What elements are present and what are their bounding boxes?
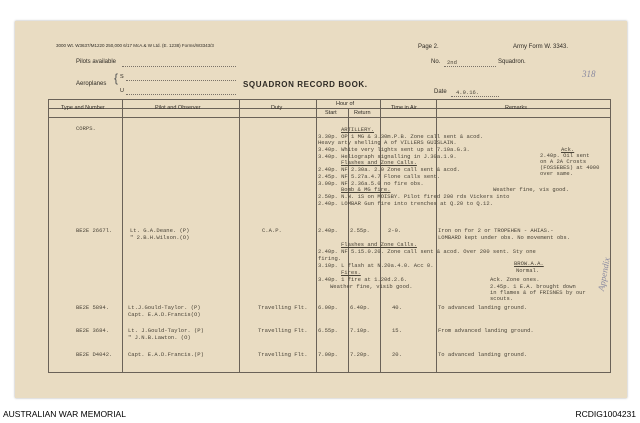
remarks-right-line: on A 2A Crosts — [540, 158, 587, 165]
army-form-label: Army Form W. 3343. — [513, 44, 569, 50]
col-divider-type — [122, 99, 123, 372]
col-divider-pilot — [239, 99, 240, 372]
row-start: 7.00p. — [318, 351, 338, 358]
remarks-line: To advanced landing ground. — [438, 351, 528, 358]
footer-record-id: RCDIG1004231 — [575, 409, 636, 419]
row-type: BE2E D4042. — [76, 351, 113, 358]
remarks-line: 2.45p. NF 5.27a.4.7 Flone calls sent. — [318, 173, 441, 180]
row-pilot: Lt. J.Gould-Taylor. (P) — [128, 327, 204, 334]
header-type: Type and Number — [61, 105, 105, 111]
header-time-in-air: Time in Air — [391, 105, 417, 111]
row-type: BE2E 2667l. — [76, 227, 113, 234]
row-duty: Travelling Flt. — [258, 351, 308, 358]
row-return: 7.20p. — [350, 351, 370, 358]
remarks-right-line: (FOSSEBES) at 4000 — [540, 164, 600, 171]
remarks-right-line: 2.45p. 1 E.A. brought down — [490, 283, 576, 290]
row-duty: Travelling Flt. — [258, 327, 308, 334]
header-remarks: Remarks — [505, 105, 528, 111]
row-pilot: Capt. E.A.D.Francis.(P) — [128, 351, 204, 358]
remarks-line: 3.40p. Heliograph signalling in J.30a.1.9. — [318, 153, 457, 160]
remarks-right-line: BROW.A.A. — [514, 260, 544, 267]
row-start: 2.40p. — [318, 227, 338, 234]
table-top-rule — [48, 99, 611, 100]
header-hour-of: Hour of — [336, 101, 355, 107]
aeroplanes-s-label: S — [120, 74, 124, 80]
row-time-in-air: 40. — [392, 304, 402, 311]
row-start: 6.55p. — [318, 327, 338, 334]
row-duty: C.A.P. — [262, 227, 282, 234]
header-pilot: Pilot and Observer — [155, 105, 201, 111]
remarks-line: 2.40p. NF 2.30a. 2.0 Zone call sent & acod. — [318, 166, 460, 173]
remarks-line: 2.40p. NF 5.15.0.20. Zone call sent & acod. Over 200 sent. Sty one — [318, 248, 536, 255]
remarks-right-line: 2.40p. Oil sent — [540, 152, 590, 159]
pilots-available-line — [122, 66, 236, 67]
remarks-line: Bomb & MG fire. — [341, 186, 391, 193]
remarks-line: 3.10p. L flash at N.20a.4.0. Acc 0. — [318, 262, 434, 269]
aeroplanes-s-line — [126, 80, 236, 81]
page-number: Page 2. — [418, 44, 439, 50]
remarks-line: From advanced landing ground. — [438, 327, 534, 334]
aeroplanes-u-line — [126, 94, 236, 95]
remarks-right-line: scouts. — [490, 295, 514, 302]
remarks-right-line: over same. — [540, 170, 574, 177]
squadron-no-label: No. — [431, 59, 441, 65]
row-start: 6.00p. — [318, 304, 338, 311]
remarks-line: Iron on for 2 or TROPEHEN - AHIAS.- — [438, 227, 554, 234]
footer-institution: AUSTRALIAN WAR MEMORIAL — [3, 409, 126, 419]
remarks-right-line: Ack. — [561, 146, 575, 153]
header-duty: Duty — [271, 105, 283, 111]
remarks-line: Heavy arty shelling A of VILLERS GUISLAIN. — [318, 139, 457, 146]
table-bottom-rule — [48, 372, 611, 373]
remarks-line: Weather fine, visib good. — [330, 283, 413, 290]
col-divider-right — [610, 99, 611, 372]
remarks-right-line: Ack. Zone ones. — [490, 276, 540, 283]
row-time-in-air: 2-0. — [388, 227, 402, 234]
remarks-line: 2.50p. N.W. 1S on MOISBY. Pilot fired 200 rds Vickers into — [318, 193, 510, 200]
squadron-no-line — [444, 66, 496, 67]
aeroplanes-brace: { — [114, 71, 119, 85]
remarks-line: 3.00p. NF 2.36a.5.0 no fire obs. — [318, 180, 424, 187]
date-line — [451, 96, 499, 97]
header-start: Start — [325, 110, 337, 116]
row-pilot: Lt.J.Gould-Taylor. (P) — [128, 304, 201, 311]
remarks-line: firing. — [318, 255, 342, 262]
remarks-line: Flashes and Zone Calls. — [341, 241, 417, 248]
aeroplanes-label: Aeroplanes — [76, 81, 107, 87]
row-type: CORPS. — [76, 125, 96, 132]
header-return: Return — [354, 110, 371, 116]
pilots-available-label: Pilots available — [76, 59, 117, 65]
row-observer: " 2.B.H.Wilson.(O) — [130, 234, 190, 241]
date-label: Date — [434, 89, 447, 95]
squadron-word: Squadron. — [498, 59, 526, 65]
remarks-line: To advanced landing ground. — [438, 304, 528, 311]
pencil-folio: 318 — [582, 69, 596, 79]
table-header-bottom-rule — [48, 117, 611, 118]
remarks-right-line: Normal. — [516, 267, 540, 274]
row-time-in-air: 15. — [392, 327, 402, 334]
row-return: 6.40p. — [350, 304, 370, 311]
row-pilot: Lt. G.A.Deane. (P) — [130, 227, 190, 234]
row-duty: Travelling Flt. — [258, 304, 308, 311]
remarks-line: 2.40p. LOMBAR Gun fire into trenches at Q.20 to Q.12. — [318, 200, 493, 207]
remarks-line: Flashes and Zone Calls. — [341, 159, 417, 166]
row-type: BE2E 3684. — [76, 327, 110, 334]
remarks-line: Fires. — [341, 269, 361, 276]
remarks-line: LOMBARD kept under obs. No movement obs. — [438, 234, 571, 241]
date-value: 4.9.16. — [456, 89, 480, 96]
remarks-line: 3.40p. White very lights sent up at 7.10a.G.3. — [318, 146, 470, 153]
row-return: 7.10p. — [350, 327, 370, 334]
printer-line: 3000 Wt. W3637/M1220 250,000 6/17 McA.& W Ltd. (E. 1238) Forms/W3343/3 — [56, 43, 214, 48]
remarks-line: 3.30p. OP 1 MG & 3.30m.P.B. Zone call sent & acod. — [318, 133, 484, 140]
remarks-right-line: in flames & of FRISNES by our — [490, 289, 586, 296]
row-observer: Capt. E.A.D.Francis(O) — [128, 311, 201, 318]
row-type: BE2E 5894. — [76, 304, 110, 311]
aeroplanes-u-label: U — [120, 88, 124, 94]
col-divider-left — [48, 99, 49, 372]
document-title: SQUADRON RECORD BOOK. — [243, 80, 368, 89]
row-time-in-air: 20. — [392, 351, 402, 358]
row-return: 2.55p. — [350, 227, 370, 234]
col-divider-duty — [316, 99, 317, 372]
row-observer: " J.N.B.Lawton. (O) — [128, 334, 191, 341]
appendix-annotation: Appendix — [596, 256, 612, 292]
squadron-no-value: 2nd — [447, 59, 457, 66]
remarks-line: 3.40p. 1 fire at 1.20d.2.6. — [318, 276, 408, 283]
remarks-right-line: Weather fine, vis good. — [493, 186, 569, 193]
record-sheet — [15, 21, 627, 398]
remarks-line: ARTILLERY. — [341, 126, 375, 133]
